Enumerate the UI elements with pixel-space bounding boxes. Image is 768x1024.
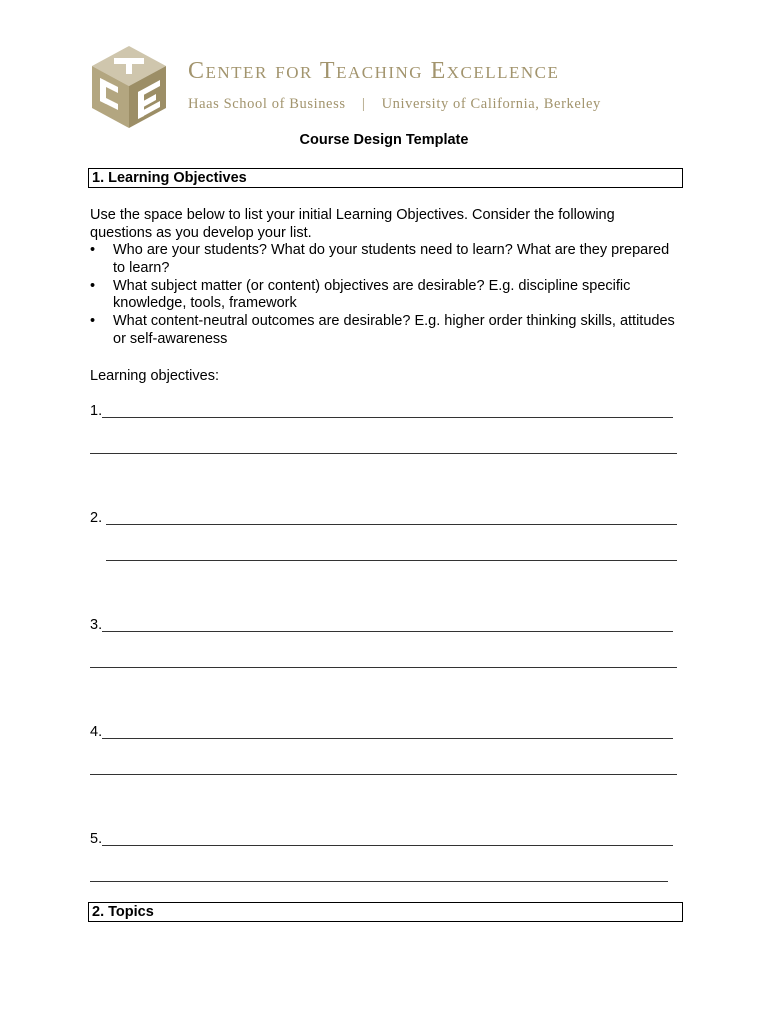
bullet-symbol: • <box>90 242 96 258</box>
list-item <box>90 313 675 349</box>
objective-number-3: 3. <box>90 617 103 633</box>
objective-3-line-1[interactable] <box>102 631 673 632</box>
objective-2-line-2[interactable] <box>106 560 677 561</box>
document-title: Course Design Template <box>299 132 469 148</box>
section-heading-topics: 2. Topics <box>88 902 683 922</box>
section-heading-learning-objectives: 1. Learning Objectives <box>88 168 683 188</box>
question-list <box>90 242 675 349</box>
university-name: University of California, Berkeley <box>381 96 601 112</box>
cte-cube-logo-icon <box>90 44 168 130</box>
affiliation-separator: | <box>361 96 366 112</box>
center-name: Center for Teaching Excellence <box>188 58 560 84</box>
objective-number-5: 5. <box>90 831 103 847</box>
objective-1-line-1[interactable] <box>102 417 673 418</box>
bullet-text: What subject matter (or content) objectives are desirable? E.g. discipline specific knowledge, tools, framework <box>113 277 631 312</box>
list-item <box>90 278 675 314</box>
intro-paragraph: Use the space below to list your initial Learning Objectives. Consider the following questions as you develop your list. <box>90 207 615 241</box>
objective-number-2: 2. <box>90 510 103 526</box>
bullet-symbol: • <box>90 313 96 330</box>
objective-4-line-2[interactable] <box>90 774 677 775</box>
objective-number-4: 4. <box>90 724 103 740</box>
objectives-label: Learning objectives: <box>90 368 219 384</box>
bullet-text: What content-neutral outcomes are desirable? E.g. higher order thinking skills, attitudes or self-awareness <box>113 313 675 347</box>
bullet-text: Who are your students? What do your students need to learn? What are they prepared to learn? <box>113 242 670 276</box>
objective-1-line-2[interactable] <box>90 453 677 454</box>
objective-2-line-1[interactable] <box>106 524 677 525</box>
affiliation-line <box>188 96 601 113</box>
objective-4-line-1[interactable] <box>102 738 673 739</box>
objective-number-1: 1. <box>90 403 103 419</box>
list-item <box>90 242 675 278</box>
objective-3-line-2[interactable] <box>90 667 677 668</box>
objective-5-line-1[interactable] <box>102 845 673 846</box>
school-name: Haas School of Business <box>188 96 346 112</box>
objective-5-line-2[interactable] <box>90 881 668 882</box>
bullet-symbol: • <box>90 277 96 294</box>
